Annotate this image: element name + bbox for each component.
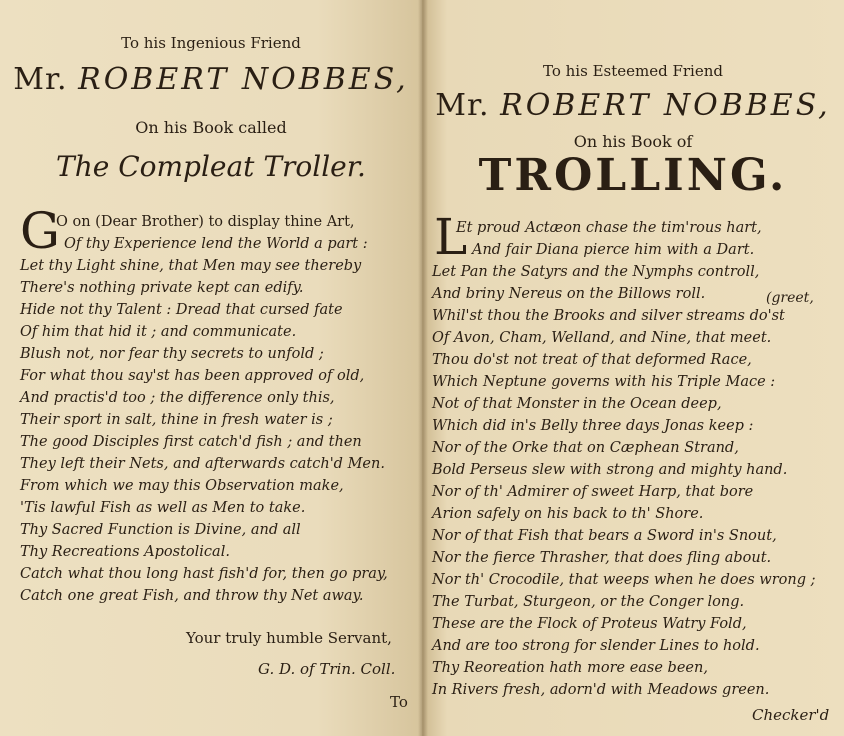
left-title: The Compleat Troller. — [56, 150, 366, 183]
left-closing: Your truly humble Servant, — [186, 629, 392, 647]
poem-line: The good Disciples first catch'd fish ; and then — [20, 434, 362, 450]
poem-line: And fair Diana pierce him with a Dart. — [472, 242, 755, 258]
right-title: TROLLING. — [478, 150, 788, 201]
poem-line: Whil'st thou the Brooks and silver streams do'st — [432, 308, 785, 324]
right-dedication: To his Esteemed Friend — [543, 62, 723, 80]
poem-line: And briny Nereus on the Billows roll. — [432, 286, 706, 302]
poem-line: Blush not, nor fear thy secrets to unfold ; — [20, 346, 324, 362]
poem-line: These are the Flock of Proteus Watry Fold, — [432, 616, 747, 632]
poem-line: Thy Recreations Apostolical. — [20, 544, 230, 560]
poem-line: Nor the fierce Thrasher, that does fling about. — [432, 550, 772, 566]
poem-line: Catch one great Fish, and throw thy Net away. — [20, 588, 364, 604]
poem-line: Which did in's Belly three days Jonas keep : — [432, 418, 754, 434]
poem-line: And practis'd too ; the difference only this, — [20, 390, 335, 406]
poem-line: Of him that hid it ; and communicate. — [20, 324, 297, 340]
poem-line: For what thou say'st has been approved of old, — [20, 368, 365, 384]
poem-line: Thou do'st not treat of that deformed Race, — [432, 352, 752, 368]
left-subtitle: On his Book called — [135, 118, 287, 137]
poem-line: Nor of the Orke that on Cæphean Strand, — [432, 440, 739, 456]
right-margin-word: (greet, — [766, 290, 814, 306]
poem-line: Et proud Actæon chase the tim'rous hart, — [456, 220, 762, 236]
poem-line: Nor of th' Admirer of sweet Harp, that bore — [432, 484, 754, 500]
poem-line: Their sport in salt, thine in fresh water is ; — [20, 412, 333, 428]
poem-line: Thy Reoreation hath more ease been, — [432, 660, 708, 676]
poem-line: They left their Nets, and afterwards catch'd Men. — [20, 456, 385, 472]
right-subtitle: On his Book of — [573, 132, 693, 151]
poem-line: Nor th' Crocodile, that weeps when he does wrong ; — [432, 572, 816, 588]
poem-line: Catch what thou long hast fish'd for, then go pray, — [20, 566, 388, 582]
poem-line: The Turbat, Sturgeon, or the Conger long. — [432, 594, 745, 610]
right-name-main: ROBERT NOBBES, — [500, 88, 831, 123]
poem-line: Of Avon, Cham, Welland, and Nine, that meet. — [432, 330, 772, 346]
poem-line: And are too strong for slender Lines to hold. — [432, 638, 760, 654]
book-gutter — [418, 0, 428, 736]
right-page — [422, 0, 844, 736]
poem-line: O on (Dear Brother) to display thine Art, — [56, 214, 355, 230]
left-signature: G. D. of Trin. Coll. — [258, 660, 396, 678]
poem-line: Let Pan the Satyrs and the Nymphs controll, — [432, 264, 760, 280]
poem-line: Which Neptune governs with his Triple Mace : — [432, 374, 776, 390]
poem-line: Hide not thy Talent : Dread that cursed fate — [20, 302, 343, 318]
right-drop-cap: L — [434, 208, 468, 266]
poem-line: In Rivers fresh, adorn'd with Meadows green. — [432, 682, 770, 698]
left-drop-cap: G — [20, 202, 60, 260]
left-poem — [20, 202, 415, 630]
poem-line: 'Tis lawful Fish as well as Men to take. — [20, 500, 306, 516]
poem-line: Nor of that Fish that bears a Sword in's Snout, — [432, 528, 777, 544]
poem-line: Bold Perseus slew with strong and mighty hand. — [432, 462, 788, 478]
left-catchword: To — [390, 693, 408, 711]
poem-line: Let thy Light shine, that Men may see thereby — [20, 258, 362, 274]
left-dedication: To his Ingenious Friend — [121, 34, 301, 52]
right-name-heading — [422, 88, 844, 123]
poem-line: There's nothing private kept can edify. — [20, 280, 304, 296]
poem-line: Not of that Monster in the Ocean deep, — [432, 396, 722, 412]
poem-line: From which we may this Observation make, — [20, 478, 344, 494]
right-name-prefix: Mr. — [435, 88, 490, 123]
left-name-main: ROBERT NOBBES, — [78, 62, 409, 97]
poem-line: Of thy Experience lend the World a part : — [64, 236, 368, 252]
left-name-prefix: Mr. — [13, 62, 68, 97]
right-catchword: Checker'd — [752, 706, 830, 724]
poem-line: Thy Sacred Function is Divine, and all — [20, 522, 301, 538]
left-name-heading — [0, 62, 422, 97]
poem-line: Arion safely on his back to th' Shore. — [432, 506, 704, 522]
